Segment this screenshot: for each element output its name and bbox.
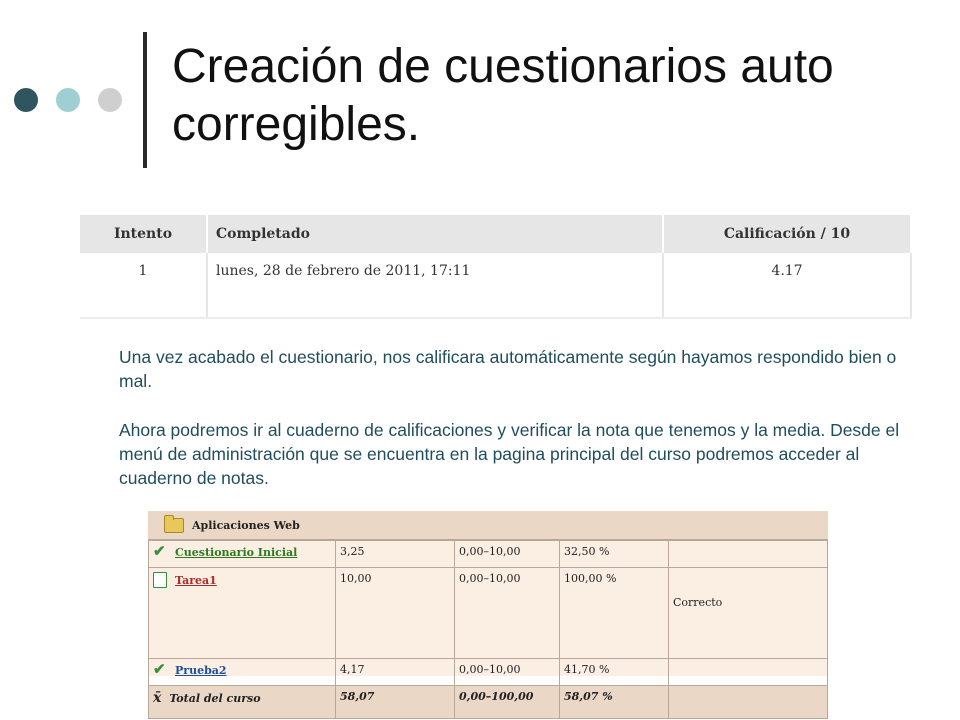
table-row (149, 659, 828, 686)
item-feedback (669, 541, 828, 568)
gray-dot-icon (98, 88, 122, 112)
item-percent: 100,00 % (560, 568, 669, 659)
item-link-tarea1[interactable]: Tarea1 (175, 573, 217, 587)
attempt-number: 1 (80, 253, 207, 318)
item-range: 0,00–10,00 (455, 659, 560, 686)
table-row (149, 568, 828, 659)
table-row (149, 541, 828, 568)
teal-dot-icon (56, 88, 80, 112)
header-completado: Completado (207, 215, 663, 253)
assignment-icon (153, 572, 167, 588)
item-range: 0,00–10,00 (455, 541, 560, 568)
item-grade: 10,00 (336, 568, 455, 659)
item-link-cuestionario-inicial[interactable]: Cuestionario Inicial (175, 545, 298, 559)
quiz-icon (153, 663, 169, 677)
item-grade: 3,25 (336, 541, 455, 568)
attempt-completed: lunes, 28 de febrero de 2011, 17:11 (207, 253, 663, 318)
paragraph-2: Ahora podremos ir al cuaderno de calificaciones y verificar la nota que tenemos y la media. Desde el menú de administración que se encuentra en la pagina principal del curso podremos acceder al cuaderno de notas. (119, 420, 900, 488)
gradebook (148, 511, 828, 706)
title-divider (143, 32, 147, 168)
total-percent: 58,07 % (560, 686, 669, 719)
item-cell (149, 659, 336, 686)
attempt-table (80, 215, 912, 319)
item-grade: 4,17 (336, 659, 455, 686)
header-calificacion: Calificación / 10 (663, 215, 911, 253)
item-cell (149, 568, 336, 659)
category-label: Aplicaciones Web (192, 518, 300, 532)
total-label: Total del curso (169, 692, 261, 705)
attempt-row (80, 253, 911, 318)
item-link-prueba2[interactable]: Prueba2 (175, 663, 227, 677)
total-grade: 58,07 (336, 686, 455, 719)
slide-title: Creación de cuestionarios auto corregibles. (172, 40, 834, 151)
header-intento: Intento (80, 215, 207, 253)
item-feedback (669, 659, 828, 686)
attempt-grade: 4.17 (663, 253, 911, 318)
item-feedback: Correcto (669, 568, 828, 659)
item-percent: 41,70 % (560, 659, 669, 686)
folder-icon (164, 518, 184, 533)
gradebook-category (148, 511, 828, 540)
total-label-cell (149, 686, 336, 719)
dark-dot-icon (14, 88, 38, 112)
sum-icon: x̄ (153, 690, 162, 706)
paragraph-1: Una vez acabado el cuestionario, nos calificara automáticamente según hayamos respondido bien o mal. (119, 347, 897, 391)
gradebook-table (148, 540, 828, 719)
item-range: 0,00–10,00 (455, 568, 560, 659)
attempt-table-header (80, 215, 911, 253)
total-range: 0,00–100,00 (455, 686, 560, 719)
item-cell (149, 541, 336, 568)
quiz-icon (153, 545, 169, 559)
total-row (149, 686, 828, 719)
total-feedback (669, 686, 828, 719)
item-percent: 32,50 % (560, 541, 669, 568)
